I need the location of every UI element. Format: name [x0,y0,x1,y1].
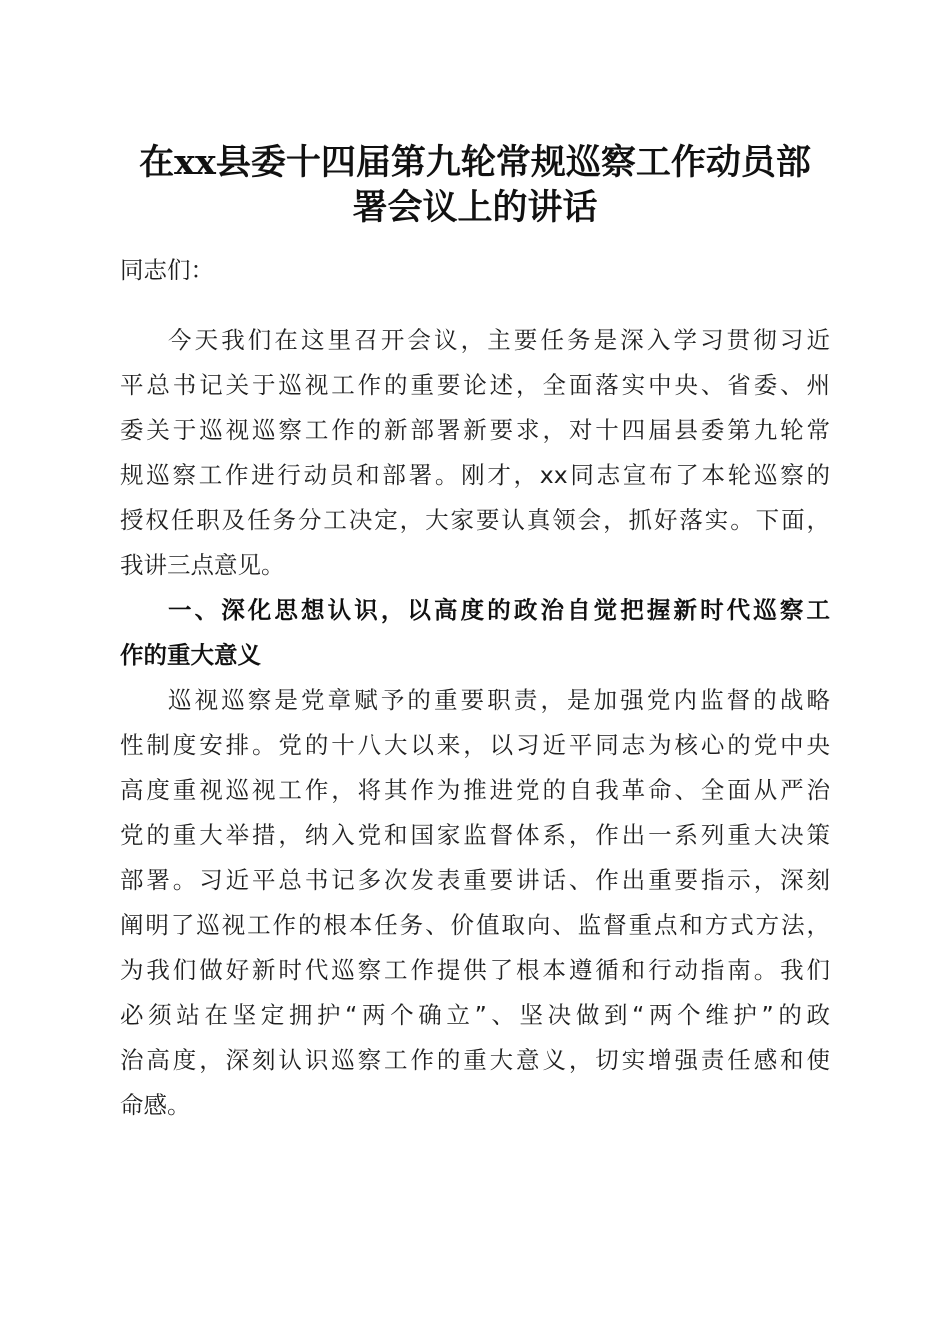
salutation: 同志们： [120,256,214,284]
paragraph-2-line: 高度重视巡视工作，将其作为推进党的自我革命、全面从严治 [120,776,830,804]
paragraph-2-line: 阐明了巡视工作的根本任务、价值取向、监督重点和方式方法， [120,911,830,939]
paragraph-1-line: 今天我们在这里召开会议，主要任务是深入学习贯彻习近 [168,326,830,354]
paragraph-1-line: 平总书记关于巡视工作的重要论述，全面落实中央、省委、州 [120,371,830,399]
paragraph-2-line: 党的重大举措，纳入党和国家监督体系，作出一系列重大决策 [120,821,830,849]
paragraph-2-line: 巡视巡察是党章赋予的重要职责，是加强党内监督的战略 [168,686,830,714]
paragraph-2-line: 部署。习近平总书记多次发表重要讲话、作出重要指示，深刻 [120,866,830,894]
paragraph-2-line: 治高度，深刻认识巡察工作的重大意义，切实增强责任感和使 [120,1046,830,1074]
paragraph-2-line: 命感。 [120,1091,191,1119]
paragraph-1-line: 我讲三点意见。 [120,551,285,579]
paragraph-2-line: 性制度安排。党的十八大以来，以习近平同志为核心的党中央 [120,731,830,759]
paragraph-1-line: 委关于巡视巡察工作的新部署新要求，对十四届县委第九轮常 [120,416,830,444]
paragraph-1-line: 规巡察工作进行动员和部署。刚才，xx同志宣布了本轮巡察的 [120,461,830,489]
document-title-line-2: 署会议上的讲话 [352,187,598,228]
paragraph-1-line: 授权任职及任务分工决定，大家要认真领会，抓好落实。下面， [120,506,830,534]
paragraph-2-line: 必须站在坚定拥护“两个确立”、坚决做到“两个维护”的政 [120,1001,830,1029]
document-title-line-1: 在xx县委十四届第九轮常规巡察工作动员部 [139,142,811,183]
section-1-heading-line: 一、深化思想认识，以高度的政治自觉把握新时代巡察工 [168,596,830,624]
section-1-heading-line: 作的重大意义 [120,641,261,669]
paragraph-2-line: 为我们做好新时代巡察工作提供了根本遵循和行动指南。我们 [120,956,830,984]
